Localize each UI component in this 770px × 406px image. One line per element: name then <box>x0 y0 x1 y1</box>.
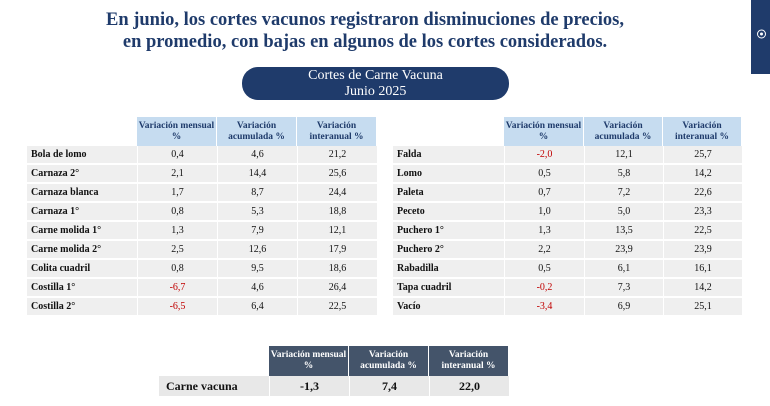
value-acumulada: 23,9 <box>584 241 663 260</box>
value-mensual: -6,7 <box>137 279 217 298</box>
table-row <box>393 146 742 165</box>
table-row <box>27 260 377 279</box>
value-interanual: 24,4 <box>297 184 377 203</box>
cut-name: Puchero 1° <box>393 222 504 241</box>
header-interanual: Variación interanual % <box>663 117 742 146</box>
value-interanual: 14,2 <box>663 165 742 184</box>
value-interanual: 26,4 <box>297 279 377 298</box>
value-acumulada: 8,7 <box>217 184 297 203</box>
table-row <box>393 203 742 222</box>
value-mensual: -6,5 <box>137 298 217 317</box>
value-interanual: 12,1 <box>297 222 377 241</box>
header-acumulada: Variación acumulada % <box>584 117 663 146</box>
value-mensual: -3,4 <box>504 298 584 317</box>
corner-logo <box>751 0 770 74</box>
summary-interanual: 22,0 <box>429 376 509 396</box>
value-acumulada: 5,0 <box>584 203 663 222</box>
cut-name: Carnaza blanca <box>27 184 137 203</box>
summary-header-mensual: Variación mensual % <box>269 346 349 376</box>
value-mensual: 0,7 <box>504 184 584 203</box>
table-row <box>393 241 742 260</box>
value-interanual: 23,9 <box>663 241 742 260</box>
value-acumulada: 6,1 <box>584 260 663 279</box>
table-row <box>393 184 742 203</box>
table-row <box>393 222 742 241</box>
table-row <box>27 203 377 222</box>
header-interanual: Variación interanual % <box>297 117 377 146</box>
table-row <box>27 146 377 165</box>
value-mensual: 1,7 <box>137 184 217 203</box>
table-row <box>27 298 377 317</box>
left-cuts-table <box>27 117 377 317</box>
value-interanual: 25,6 <box>297 165 377 184</box>
seal-icon <box>757 26 766 42</box>
cut-name: Costilla 2° <box>27 298 137 317</box>
cut-name: Paleta <box>393 184 504 203</box>
value-mensual: -0,2 <box>504 279 584 298</box>
value-acumulada: 7,2 <box>584 184 663 203</box>
table-row <box>393 298 742 317</box>
banner-period: Junio 2025 <box>344 84 407 99</box>
value-interanual: 18,8 <box>297 203 377 222</box>
table-row <box>27 165 377 184</box>
cut-name: Peceto <box>393 203 504 222</box>
value-acumulada: 4,6 <box>217 146 297 165</box>
table-row <box>27 184 377 203</box>
table-row <box>393 165 742 184</box>
title-banner <box>242 67 509 100</box>
cut-name: Carne molida 2° <box>27 241 137 260</box>
cut-name: Costilla 1° <box>27 279 137 298</box>
value-acumulada: 12,1 <box>584 146 663 165</box>
value-interanual: 23,3 <box>663 203 742 222</box>
value-interanual: 22,5 <box>297 298 377 317</box>
headline-line-2: en promedio, con bajas en algunos de los cortes considerados. <box>122 32 608 52</box>
table-row <box>27 279 377 298</box>
right-cuts-table <box>393 117 742 317</box>
value-mensual: 1,0 <box>504 203 584 222</box>
summary-acumulada: 7,4 <box>349 376 429 396</box>
table-row <box>27 222 377 241</box>
header-blank <box>159 346 269 376</box>
value-acumulada: 13,5 <box>584 222 663 241</box>
summary-row <box>159 376 509 396</box>
header-mensual: Variación mensual % <box>137 117 217 146</box>
value-acumulada: 6,9 <box>584 298 663 317</box>
headline <box>60 9 670 53</box>
value-acumulada: 5,8 <box>584 165 663 184</box>
summary-table <box>159 346 509 396</box>
summary-header-acumulada: Variación acumulada % <box>349 346 429 376</box>
value-interanual: 16,1 <box>663 260 742 279</box>
table-row <box>27 241 377 260</box>
value-acumulada: 14,4 <box>217 165 297 184</box>
value-interanual: 18,6 <box>297 260 377 279</box>
value-acumulada: 6,4 <box>217 298 297 317</box>
header-blank <box>393 117 504 146</box>
value-mensual: 0,8 <box>137 260 217 279</box>
value-mensual: 2,1 <box>137 165 217 184</box>
value-interanual: 17,9 <box>297 241 377 260</box>
cut-name: Vacío <box>393 298 504 317</box>
headline-line-1: En junio, los cortes vacunos registraron disminuciones de precios, <box>105 10 625 30</box>
value-mensual: 1,3 <box>504 222 584 241</box>
cut-name: Carnaza 2° <box>27 165 137 184</box>
cut-name: Bola de lomo <box>27 146 137 165</box>
value-mensual: 0,5 <box>504 165 584 184</box>
value-mensual: 0,8 <box>137 203 217 222</box>
summary-name: Carne vacuna <box>159 376 269 396</box>
value-interanual: 22,6 <box>663 184 742 203</box>
header-acumulada: Variación acumulada % <box>217 117 297 146</box>
value-mensual: 2,5 <box>137 241 217 260</box>
value-mensual: -2,0 <box>504 146 584 165</box>
cut-name: Puchero 2° <box>393 241 504 260</box>
summary-header-interanual: Variación interanual % <box>429 346 509 376</box>
banner-title: Cortes de Carne Vacuna <box>308 68 443 83</box>
value-interanual: 25,7 <box>663 146 742 165</box>
value-interanual: 25,1 <box>663 298 742 317</box>
header-mensual: Variación mensual % <box>504 117 584 146</box>
cut-name: Carnaza 1° <box>27 203 137 222</box>
cut-name: Rabadilla <box>393 260 504 279</box>
cut-name: Lomo <box>393 165 504 184</box>
cut-name: Falda <box>393 146 504 165</box>
value-acumulada: 5,3 <box>217 203 297 222</box>
value-acumulada: 4,6 <box>217 279 297 298</box>
cut-name: Colita cuadril <box>27 260 137 279</box>
cut-name: Carne molida 1° <box>27 222 137 241</box>
value-acumulada: 7,3 <box>584 279 663 298</box>
value-mensual: 0,4 <box>137 146 217 165</box>
value-interanual: 21,2 <box>297 146 377 165</box>
summary-mensual: -1,3 <box>269 376 349 396</box>
header-blank <box>27 117 137 146</box>
value-interanual: 22,5 <box>663 222 742 241</box>
table-row <box>393 279 742 298</box>
value-mensual: 1,3 <box>137 222 217 241</box>
value-acumulada: 9,5 <box>217 260 297 279</box>
value-interanual: 14,2 <box>663 279 742 298</box>
value-acumulada: 7,9 <box>217 222 297 241</box>
table-row <box>393 260 742 279</box>
value-mensual: 2,2 <box>504 241 584 260</box>
value-mensual: 0,5 <box>504 260 584 279</box>
value-acumulada: 12,6 <box>217 241 297 260</box>
cut-name: Tapa cuadril <box>393 279 504 298</box>
